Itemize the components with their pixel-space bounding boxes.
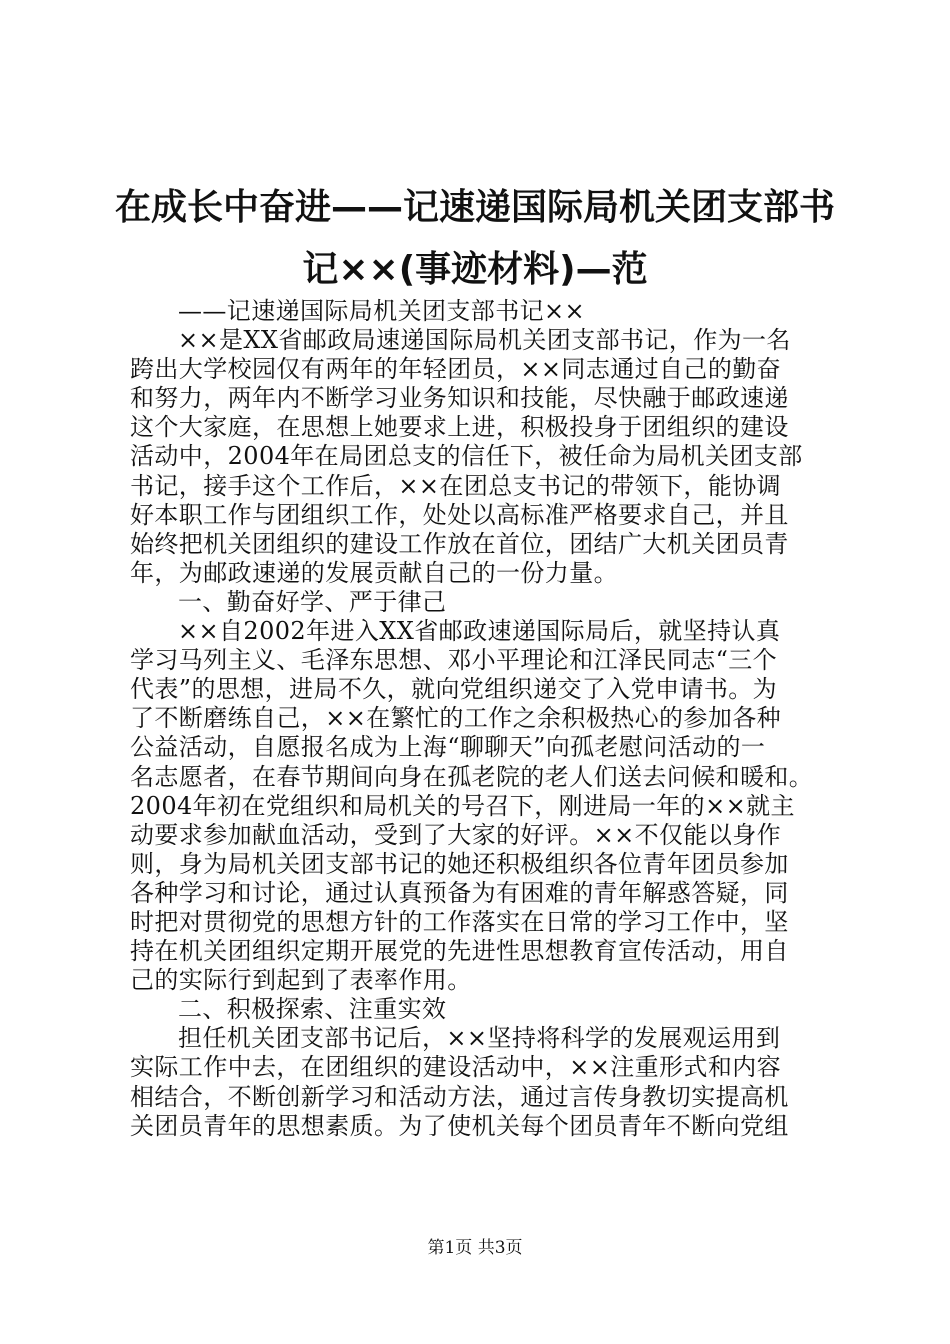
section-heading-2: 二、积极探索、注重实效 [178,995,447,1024]
paragraph-line: 这个大家庭，在思想上她要求上进，积极投身于团组织的建设 [130,413,789,442]
paragraph-line: 活动中，2004年在局团总支的信任下，被任命为局机关团支部 [130,442,803,471]
paragraph-line: 各种学习和讨论，通过认真预备为有困难的青年解惑答疑，同 [130,878,789,907]
paragraph-line: 年，为邮政速递的发展贡献自己的一份力量。 [130,558,618,587]
paragraph-line: 代表”的思想，进局不久，就向党组织递交了入党申请书。为 [130,675,778,704]
paragraph-line: 实际工作中去，在团组织的建设活动中，××注重形式和内容 [130,1053,782,1082]
paragraph-line: ××是XX省邮政局速递国际局机关团支部书记，作为一名 [178,326,791,355]
paragraph-line: 和努力，两年内不断学习业务知识和技能，尽快融于邮政速递 [130,384,789,413]
paragraph-line: 了不断磨练自己，××在繁忙的工作之余积极热心的参加各种 [130,704,782,733]
paragraph-line: 时把对贯彻党的思想方针的工作落实在日常的学习工作中，坚 [130,907,789,936]
paragraph-line: 2004年初在党组织和局机关的号召下，刚进局一年的××就主 [130,791,795,820]
paragraph-line: ××自2002年进入XX省邮政速递国际局后，就坚持认真 [178,617,781,646]
paragraph-line: 公益活动，自愿报名成为上海“聊聊天”向孤老慰问活动的一 [130,733,766,762]
paragraph-line: 则，身为局机关团支部书记的她还积极组织各位青年团员参加 [130,849,789,878]
paragraph-line: 担任机关团支部书记后，××坚持将科学的发展观运用到 [178,1024,781,1053]
paragraph-line: 相结合，不断创新学习和活动方法，通过言传身教切实提高机 [130,1082,789,1111]
document-title-line-2: 记××(事迹材料)—范 [302,249,648,290]
paragraph-line: 关团员青年的思想素质。为了使机关每个团员青年不断向党组 [130,1111,789,1140]
paragraph-line: 动要求参加献血活动，受到了大家的好评。××不仅能以身作 [130,820,782,849]
paragraph-line: 持在机关团组织定期开展党的先进性思想教育宣传活动，用自 [130,937,789,966]
paragraph-line: 名志愿者，在春节期间向身在孤老院的老人们送去问候和暖和。 [130,762,814,791]
page-number-footer: 第1页 共3页 [427,1238,523,1258]
paragraph-line: 书记，接手这个工作后，××在团总支书记的带领下，能协调 [130,471,782,500]
subtitle-line: ——记速递国际局机关团支部书记×× [178,297,586,325]
document-title-line-1: 在成长中奋进——记速递国际局机关团支部书 [114,187,835,228]
paragraph-line: 好本职工作与团组织工作，处处以高标准严格要求自己，并且 [130,500,789,529]
paragraph-line: 学习马列主义、毛泽东思想、邓小平理论和江泽民同志“三个 [130,646,778,675]
paragraph-line: 己的实际行到起到了表率作用。 [130,966,472,995]
paragraph-line: 跨出大学校园仅有两年的年轻团员，××同志通过自己的勤奋 [130,355,782,384]
document-body [130,297,830,1141]
paragraph-line: 始终把机关团组织的建设工作放在首位，团结广大机关团员青 [130,529,789,558]
section-heading-1: 一、勤奋好学、严于律己 [178,587,447,616]
